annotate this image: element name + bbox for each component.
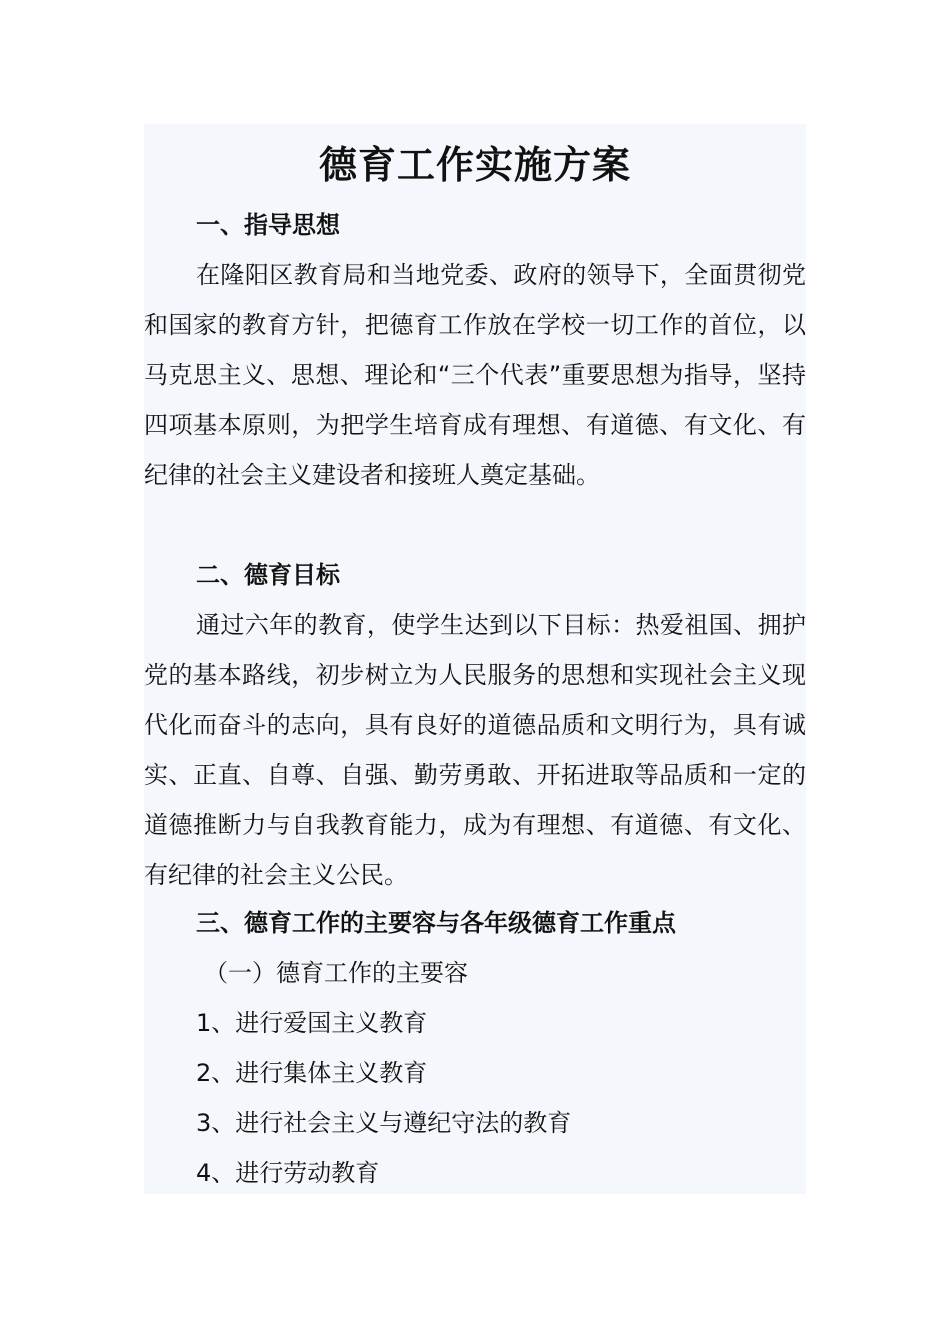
document-title: 德育工作实施方案 bbox=[318, 143, 631, 187]
section-heading-guiding-ideology: 一、指导思想 bbox=[196, 211, 340, 239]
section-body-guiding-ideology: 在隆阳区教育局和当地党委、政府的领导下，全面贯彻党和国家的教育方针，把德育工作放在学校一切工作的首位，以马克思主义、思想、理论和“三个代表”重要思想为指导，坚持四项基本原则，为把学生培育成有理想、有道德、有文化、有纪律的社会主义建设者和接班人奠定基础。 bbox=[144, 261, 806, 489]
section-body-moral-goals: 通过六年的教育，使学生达到以下目标：热爱祖国、拥护党的基本路线，初步树立为人民服务的思想和实现社会主义现代化而奋斗的志向，具有良好的道德品质和文明行为，具有诚实、正直、自尊、自强、勤劳勇敢、开拓进取等品质和一定的道德推断力与自我教育能力，成为有理想、有道德、有文化、有纪律的社会主义公民。 bbox=[144, 611, 806, 889]
list-item: 3、进行社会主义与遵纪守法的教育 bbox=[196, 1109, 572, 1137]
list-item: 1、进行爱国主义教育 bbox=[196, 1009, 428, 1037]
document-page bbox=[144, 124, 806, 1194]
list-item: 2、进行集体主义教育 bbox=[196, 1059, 428, 1087]
list-item: 4、进行劳动教育 bbox=[196, 1159, 380, 1187]
section-heading-main-content: 三、德育工作的主要容与各年级德育工作重点 bbox=[196, 909, 676, 937]
section-heading-moral-goals: 二、德育目标 bbox=[196, 561, 340, 589]
subsection-heading: （一）德育工作的主要容 bbox=[204, 959, 468, 987]
